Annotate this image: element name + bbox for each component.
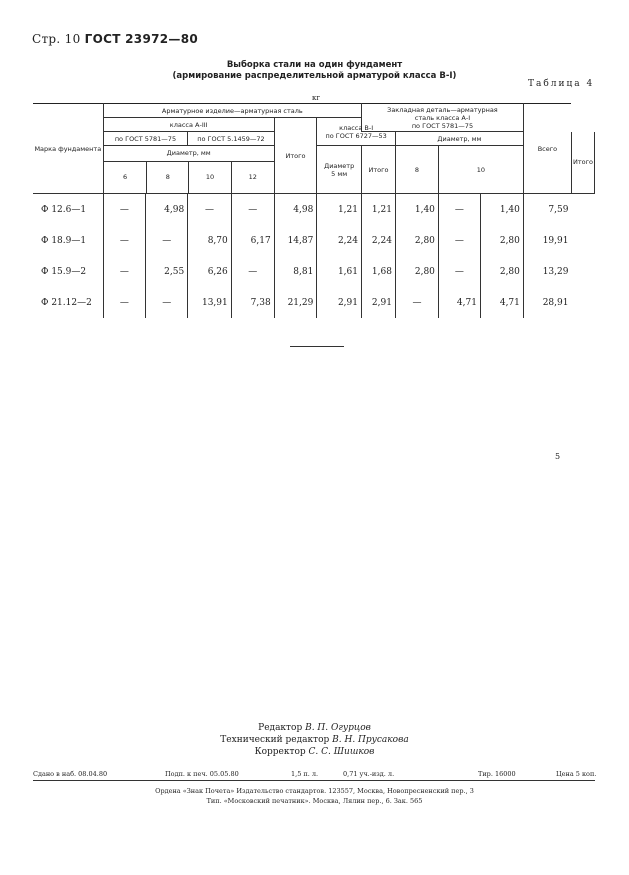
header-diameter-block: [103, 146, 274, 194]
tech-editor-line: Технический редактор В. Н. Прусакова: [220, 735, 409, 745]
page-header: [32, 32, 198, 46]
header-class-a3: класса А-III: [103, 118, 274, 132]
header-gost-5781: по ГОСТ 5781—75: [103, 132, 188, 146]
page-number: Стр. 10: [32, 32, 81, 46]
header-embed-diameter: Диаметр, мм: [395, 132, 523, 146]
footer-printer: Тип. «Московский печатник». Москва, Лялин пер., 6. Зак. 565: [206, 797, 423, 805]
corrector-line: Корректор С. С. Шишков: [254, 747, 375, 757]
header-total: Всего: [523, 104, 571, 194]
standard-code: ГОСТ 23972—80: [84, 32, 199, 46]
table-row: Ф 21.12—2 — — 13,91 7,38 21,29 2,91 2,91 — 4,71 4,71 28,91: [33, 287, 595, 318]
footer-tir: Тир. 16000: [478, 770, 516, 778]
header-d12: 12: [248, 173, 257, 181]
footer-uch: 0,71 уч.-изд. л.: [343, 770, 395, 778]
header-d8: 8: [147, 162, 189, 193]
header-d6: 6: [104, 162, 148, 193]
footer-sdano: Сдано в наб. 08.04.80: [33, 770, 108, 778]
header-embed-group: Закладная деталь—арматурная сталь класса А-I по ГОСТ 5781—75: [362, 104, 524, 132]
table-label: Таблица 4: [528, 79, 595, 89]
table-title: Выборка стали на один фундамент: [226, 60, 403, 70]
table-subtitle: (армирование распределительной арматурой класса В-I): [172, 71, 457, 81]
footer-pl: 1,5 п. л.: [291, 770, 319, 778]
table-row: Ф 12.6—1 — 4,98 — — 4,98 1,21 1,21 1,40 — 1,40 7,59: [33, 194, 595, 225]
table-row: Ф 18.9—1 — — 8,70 6,17 14,87 2,24 2,24 2,80 — 2,80 19,91: [33, 225, 595, 256]
header-mark: Марка фундамента: [33, 104, 103, 194]
unit-label: кг: [312, 94, 321, 102]
header-rebar-group: Арматурное изделие—арматурная сталь: [103, 104, 361, 118]
header-class-b1: класса В-I по ГОСТ 6727—53: [317, 118, 396, 146]
footer-rule: [33, 780, 595, 781]
header-e10: 10: [438, 146, 523, 194]
steel-table: [33, 103, 595, 318]
editor-line: Редактор В. П. Огурцов: [258, 723, 371, 733]
end-rule: [290, 346, 344, 347]
header-itogo-embed: Итого: [571, 132, 594, 194]
header-gost-5-1459: по ГОСТ 5.1459—72: [188, 132, 274, 146]
header-diameter: Диаметр, мм: [104, 146, 274, 162]
header-itogo-b1: Итого: [362, 146, 396, 194]
footer-podp: Подп. к печ. 05.05.80: [165, 770, 239, 778]
header-e8: 8: [395, 146, 438, 194]
table-row: Ф 15.9—2 — 2,55 6,26 — 8,81 1,61 1,68 2,80 — 2,80 13,29: [33, 256, 595, 287]
header-itogo-a3: Итого: [274, 118, 317, 194]
footer-price: Цена 5 коп.: [556, 770, 597, 778]
header-diam5: Диаметр 5 мм: [317, 146, 362, 194]
header-d10: 10: [189, 162, 232, 193]
footer-publisher: Ордена «Знак Почета» Издательство стандартов. 123557, Москва, Новопресненский пер., 3: [155, 787, 474, 795]
page-mark: 5: [555, 452, 561, 461]
